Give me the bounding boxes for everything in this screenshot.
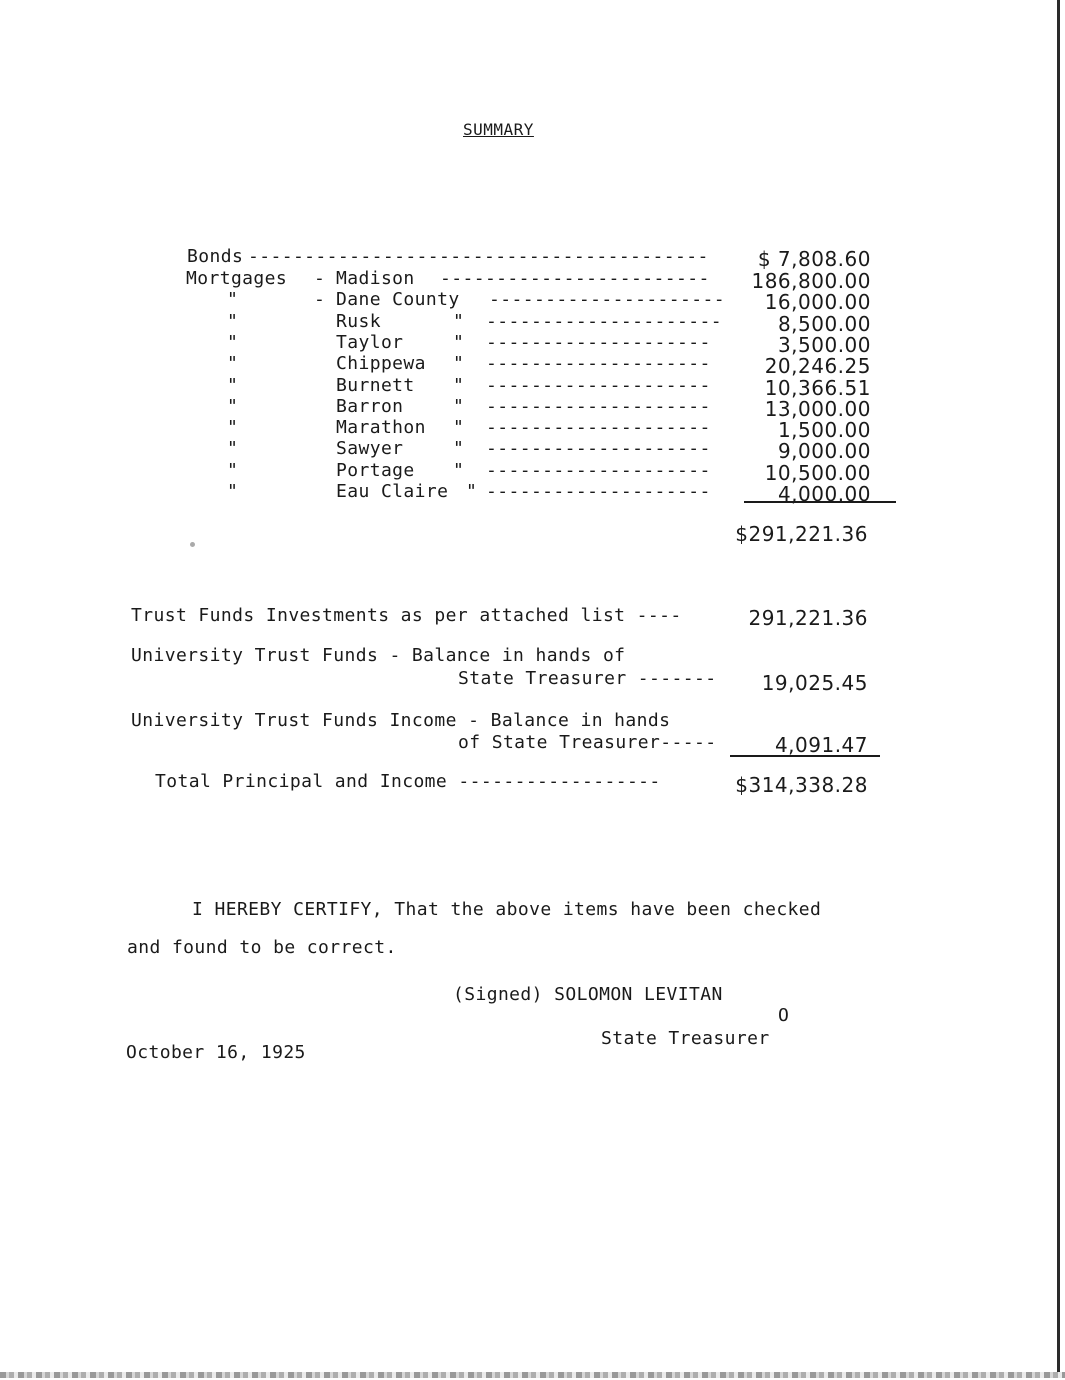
mortgage-leader: -------------------- bbox=[486, 481, 711, 502]
mortgage-prefix: " bbox=[227, 396, 239, 417]
mortgage-ditto: " bbox=[453, 417, 465, 438]
mortgage-dash: - bbox=[314, 289, 326, 310]
mortgage-county: Barron bbox=[336, 396, 404, 417]
subtotal-rule bbox=[744, 501, 896, 503]
mortgage-amount: 186,800.00 bbox=[751, 269, 871, 293]
mortgage-ditto: " bbox=[453, 460, 465, 481]
total-amount: $314,338.28 bbox=[735, 773, 868, 797]
bonds-leader: ----------------------------------------- bbox=[248, 246, 709, 267]
subtotal-amount: $291,221.36 bbox=[735, 522, 868, 546]
mortgage-leader: --------------------- bbox=[486, 311, 722, 332]
mortgage-leader: ------------------------ bbox=[440, 268, 710, 289]
mortgage-county: Sawyer bbox=[336, 438, 404, 459]
income-rule bbox=[730, 755, 880, 757]
mortgage-leader: -------------------- bbox=[486, 438, 711, 459]
mortgage-county: Marathon bbox=[336, 417, 426, 438]
mortgage-county: Burnett bbox=[336, 375, 415, 396]
mortgage-amount: 3,500.00 bbox=[777, 333, 871, 357]
mortgage-amount: 10,500.00 bbox=[764, 461, 871, 485]
mortgage-leader: -------------------- bbox=[486, 460, 711, 481]
mortgage-ditto: " bbox=[453, 332, 465, 353]
trust-balance-line1: University Trust Funds - Balance in hands of bbox=[131, 645, 626, 666]
mortgage-leader: -------------------- bbox=[486, 417, 711, 438]
trust-investments-label: Trust Funds Investments as per attached list ---- bbox=[131, 605, 682, 626]
mortgage-ditto: " bbox=[453, 353, 465, 374]
mortgage-amount: 4,000.00 bbox=[777, 482, 871, 506]
bonds-amount: $ 7,808.60 bbox=[757, 247, 871, 271]
mortgage-leader: -------------------- bbox=[486, 375, 711, 396]
mortgage-amount: 9,000.00 bbox=[777, 439, 871, 463]
mortgage-ditto: " bbox=[453, 438, 465, 459]
signature-mark: O bbox=[778, 1005, 790, 1026]
mortgage-amount: 1,500.00 bbox=[777, 418, 871, 442]
total-label: Total Principal and Income ------------------ bbox=[155, 771, 661, 792]
mortgage-county: Taylor bbox=[336, 332, 404, 353]
income-balance-amount: 4,091.47 bbox=[774, 733, 868, 757]
mortgage-amount: 20,246.25 bbox=[764, 354, 871, 378]
mortgage-leader: -------------------- bbox=[486, 396, 711, 417]
mortgage-leader: -------------------- bbox=[486, 353, 711, 374]
mortgage-ditto: " bbox=[453, 311, 465, 332]
certification-line2: and found to be correct. bbox=[127, 937, 397, 958]
trust-balance-line2: State Treasurer ------- bbox=[458, 668, 717, 689]
income-balance-line1: University Trust Funds Income - Balance in hands bbox=[131, 710, 671, 731]
mortgage-county: Rusk bbox=[336, 311, 381, 332]
mortgage-ditto: " bbox=[453, 396, 465, 417]
mortgage-prefix: " bbox=[227, 332, 239, 353]
scan-edge bbox=[0, 1372, 1065, 1378]
mortgage-amount: 10,366.51 bbox=[764, 376, 871, 400]
mortgage-prefix: " bbox=[227, 311, 239, 332]
mortgage-prefix: " bbox=[227, 289, 239, 310]
mortgage-county: Eau Claire bbox=[336, 481, 449, 502]
mortgage-prefix: " bbox=[227, 417, 239, 438]
signature-signed: (Signed) SOLOMON LEVITAN bbox=[453, 984, 723, 1005]
mortgage-county: Dane County bbox=[336, 289, 460, 310]
mortgage-prefix: " bbox=[227, 353, 239, 374]
mortgage-leader: -------------------- bbox=[486, 332, 711, 353]
mortgage-amount: 16,000.00 bbox=[764, 290, 871, 314]
mortgage-leader: --------------------- bbox=[489, 289, 725, 310]
mortgage-dash: - bbox=[314, 268, 326, 289]
signature-title: State Treasurer bbox=[601, 1028, 770, 1049]
trust-balance-amount: 19,025.45 bbox=[761, 671, 868, 695]
mortgage-prefix: " bbox=[227, 481, 239, 502]
bonds-label: Bonds bbox=[187, 246, 244, 267]
mortgage-ditto: " bbox=[453, 375, 465, 396]
certification-line1: I HEREBY CERTIFY, That the above items have been checked bbox=[192, 899, 822, 920]
trust-investments-amount: 291,221.36 bbox=[748, 606, 868, 630]
mortgage-amount: 8,500.00 bbox=[777, 312, 871, 336]
mortgage-prefix: " bbox=[227, 375, 239, 396]
scan-speck bbox=[190, 542, 195, 547]
mortgage-county: Madison bbox=[336, 268, 415, 289]
mortgage-amount: 13,000.00 bbox=[764, 397, 871, 421]
mortgage-prefix: Mortgages bbox=[186, 268, 288, 289]
mortgage-ditto: " bbox=[466, 481, 478, 502]
income-balance-line2: of State Treasurer----- bbox=[458, 732, 717, 753]
mortgage-county: Chippewa bbox=[336, 353, 426, 374]
mortgage-county: Portage bbox=[336, 460, 415, 481]
mortgage-prefix: " bbox=[227, 438, 239, 459]
page-title: SUMMARY bbox=[463, 120, 534, 139]
document-date: October 16, 1925 bbox=[126, 1042, 306, 1063]
mortgage-prefix: " bbox=[227, 460, 239, 481]
